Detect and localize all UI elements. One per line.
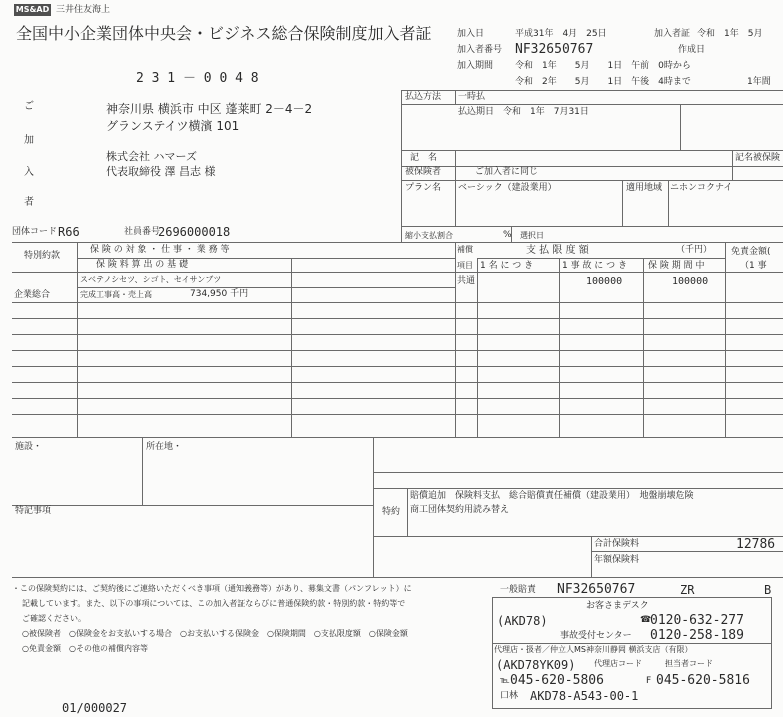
group-code-label: 団体コード [12,227,58,237]
agent-fax: 045-620-5816 [656,673,750,688]
company-name: 三井住友海上 [56,5,111,15]
cert-date-value: 令和 1年 5月 [697,29,763,39]
join-date-value: 平成31年 4月 25日 [515,29,607,39]
insured-value: ご加入者に同じ [475,167,539,177]
staff-code-1: 代理店コード [594,659,642,668]
row-common-label: 共通 [457,276,476,286]
msad-logo: MS&AD [15,5,50,14]
deductible-header: 免責金額( [731,247,771,257]
comp-label-1: 補償 [457,245,473,254]
notice-line-1: ・この保険契約には、ご契約後にご連絡いただくべき事項（通知義務等）があり、募集文書（パンフレット）に [12,584,412,593]
side-label-go: ご [24,101,34,112]
address-line1: 神奈川県 横浜市 中区 蓬莱町 2－4－2 [106,102,313,116]
object-header: 保 険 の 対 象 ・ 仕 事 ・ 業 務 等 [90,245,230,255]
divider [12,302,783,303]
divider [12,242,401,243]
agent-mark: B [764,583,772,597]
divider [477,258,725,259]
side-label-sha: 者 [24,197,34,208]
ref-label: 口林 [500,691,519,701]
notice-line-5: ○免責金額 ○その他の補償内容等 [22,644,148,653]
tel1-icon: ☎ [640,615,652,625]
divider [77,287,455,288]
divider [407,488,408,536]
representative: 代表取締役 澤 昌志 様 [106,165,216,178]
divider [373,536,783,537]
divider [12,577,783,578]
agent-label: 一般賠責 [500,585,537,595]
plan-label: プラン名 [405,183,442,193]
divider [643,258,644,437]
accident-tel: 0120-258-189 [650,628,744,643]
annual-premium-label: 年額保険料 [594,555,640,565]
pay-due: 払込期日 令和 1年 7月31日 [458,107,589,117]
period-to: 令和 2年 5月 1日 午後 4時まで [515,77,691,87]
group-code-value: R66 [58,225,80,239]
cert-date-label: 加入者証 [654,29,691,39]
agent-number: NF32650767 [557,582,636,597]
divider [373,472,783,473]
divider [492,643,771,644]
region-label: 適用地域 [626,183,663,193]
divider [12,334,783,335]
company-name-insured: 株式会社 ハマーズ [106,150,197,163]
staff-code-2: 担当者コード [665,659,713,668]
side-label-nyu: 入 [24,167,34,178]
divider [455,150,456,226]
notes-label: 特記事項 [15,506,52,516]
agent-code: ZR [680,583,695,597]
accident-label: 事故受付センター [560,631,632,641]
name-label: 記 名 [410,153,438,163]
notice-line-2: 記載しています。また、以下の事項については、この加入者証ならびに普通保険約款・特別約款・特約等で [22,599,406,608]
divider [401,166,783,167]
divider [142,437,143,505]
divider [12,318,783,319]
ref-value: AKD78-A543-00-1 [530,689,639,703]
postal-code: 2 3 1 － 0 0 4 8 [136,71,259,86]
side-label-ka: 加 [24,135,34,146]
desk-code: (AKD78) [497,614,548,628]
agent-code-value: (AKD78YK09) [496,658,576,672]
tel3-icon: ℡ [500,676,510,686]
comp-label-2: 項目 [457,261,473,270]
per-person-header: 1 名 に つ き [480,261,534,271]
member-no-value: 2696000018 [158,225,231,239]
choice-label: 選択日 [520,231,544,240]
plan-value: ベーシック（建設業用） [458,183,557,193]
divider [12,366,783,367]
divider [12,414,783,415]
row-period-value: 100000 [672,276,709,287]
notice-line-4: ○被保険者 ○保険金をお支払いする場合 ○お支払いする保険金 ○保険期間 ○支払限度額 ○保険金額 [22,629,408,638]
special-clause-label: 特約 [382,507,401,517]
divider [12,437,783,438]
fax-icon: F [646,676,652,686]
number-label: 加入者番号 [457,45,503,55]
limit-header: 支 払 限 度 額 [526,245,589,256]
special-terms-label: 特別約款 [24,251,61,261]
address-line2: グランステイツ横濱 101 [106,119,240,133]
divider [732,150,733,180]
divider [401,104,783,105]
desk-label: お客さまデスク [586,601,649,611]
member-no-label: 社員番号 [124,227,161,237]
divider [291,258,292,437]
divider [373,488,783,489]
facility-label: 施設・ [15,442,43,452]
per-period-header: 保 険 期 間 中 [648,261,705,271]
period-from: 令和 1年 5月 1日 午前 0時から [515,61,691,71]
row-accident-value: 100000 [586,276,623,287]
divider [12,382,783,383]
divider [559,258,560,437]
divider [12,350,783,351]
limit-unit: （千円） [676,245,713,255]
deductible-sub: （1 事 [740,261,767,271]
location-label: 所在地・ [146,442,183,452]
divider [12,505,373,506]
row-base-value: 734,950 千円 [190,289,249,299]
number-value: NF32650767 [515,42,594,57]
small-pay-pct: % [503,230,512,240]
divider [401,150,783,151]
divider [511,226,512,242]
small-pay-label: 縮小支払割合 [405,231,453,240]
divider [77,258,455,259]
per-accident-header: 1 事 故 に つ き [562,261,628,271]
divider [591,536,592,577]
special-clause-line2: 商工団体契約用読み替え [410,505,510,515]
notice-line-3: ご確認ください。 [22,614,86,623]
divider [12,272,783,273]
certificate-title: 全国中小企業団体中央会・ビジネス総合保険制度加入者証 [16,24,432,43]
divider [455,90,456,104]
join-date-label: 加入日 [457,29,485,39]
divider [401,90,783,91]
period-label: 加入期間 [457,61,494,71]
row-special-value: 企業総合 [14,290,51,300]
divider [622,180,623,226]
row-work-value: スベテノシセツ、シゴト、セイサンブツ [80,275,222,284]
page-number: 01/000027 [62,701,128,715]
divider [401,180,783,181]
row-base-label: 完成工事高・売上高 [80,290,152,299]
desk-tel: 0120-632-277 [650,613,744,628]
divider [401,226,783,227]
pay-method-value: 一時払 [458,92,486,102]
period-length: 1年間 [747,77,771,87]
insured-label: 被保険者 [405,167,442,177]
divider [373,437,374,577]
region-value: ニホンコクナイ [670,183,733,193]
divider [680,104,681,150]
total-premium-label: 合計保険料 [594,539,640,549]
agent-tel: 045-620-5806 [510,673,604,688]
created-label: 作成日 [678,45,706,55]
total-premium-value: 12786 [736,537,776,552]
pay-method-label: 払込方法 [405,92,442,102]
branch-info: 代理店・扱者／仲立人MS神奈川静岡 横浜支店（有限） [494,645,693,654]
special-clause-line1: 賠償追加 保険料支払 総合賠償責任補償（建設業用） 地盤崩壊危険 [410,491,694,501]
divider [477,258,478,437]
extra-insured-label: 記名被保険 [735,153,781,163]
calc-header: 保 険 料 算 出 の 基 礎 [96,260,189,270]
divider [12,398,783,399]
divider [668,180,669,226]
